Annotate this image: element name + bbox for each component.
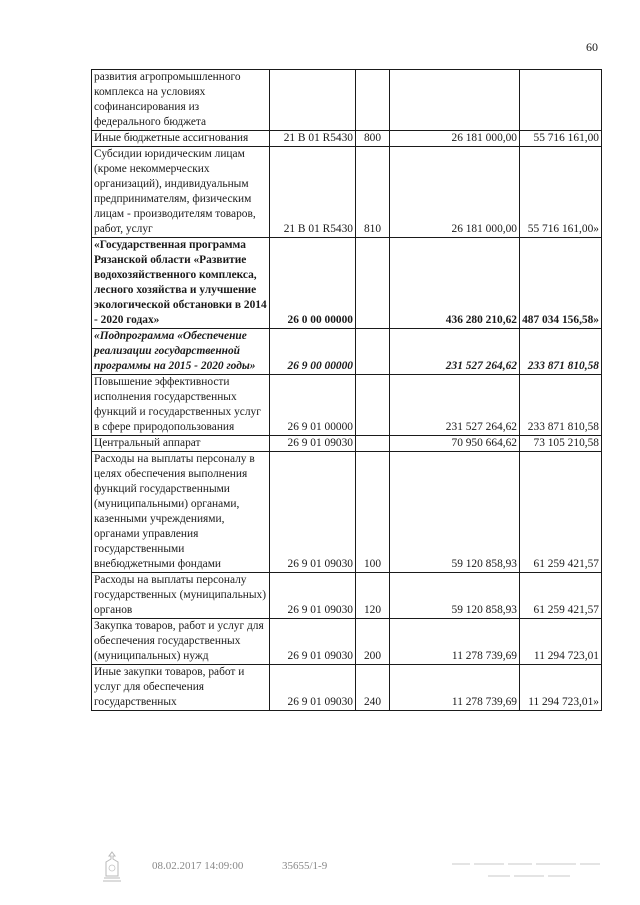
row-name-cell: Расходы на выплаты персоналу государственных (муниципальных) органов [92, 573, 270, 619]
row-name-cell: Иные закупки товаров, работ и услуг для обеспечения государственных [92, 665, 270, 711]
row-name-cell: Повышение эффективности исполнения государственных функций и государственных услуг в сфере природопользования [92, 375, 270, 436]
row-sum-2017-amended-cell: 61 259 421,57 [520, 573, 602, 619]
row-name-cell: развития агропромышленного комплекса на условиях софинансирования из федерального бюджета [92, 70, 270, 131]
footer [0, 856, 640, 896]
row-sum-2017-cell: 59 120 858,93 [390, 452, 520, 573]
row-sum-2017-cell: 231 527 264,62 [390, 375, 520, 436]
row-sum-2017-amended-cell: 11 294 723,01» [520, 665, 602, 711]
row-sum-2017-cell: 70 950 664,62 [390, 436, 520, 452]
row-code-cell: 26 9 01 09030 [270, 452, 356, 573]
table-row [92, 619, 602, 665]
table-row [92, 375, 602, 436]
row-vr-cell: 810 [356, 147, 390, 238]
row-vr-cell [356, 70, 390, 131]
row-sum-2017-cell [390, 70, 520, 131]
row-code-cell: 26 9 01 00000 [270, 375, 356, 436]
row-sum-2017-amended-cell: 233 871 810,58 [520, 329, 602, 375]
row-name-cell: Иные бюджетные ассигнования [92, 131, 270, 147]
table-row [92, 70, 602, 131]
table-row [92, 436, 602, 452]
row-sum-2017-cell: 231 527 264,62 [390, 329, 520, 375]
row-sum-2017-amended-cell [520, 70, 602, 131]
emblem-icon [100, 850, 124, 884]
row-sum-2017-amended-cell: 55 716 161,00» [520, 147, 602, 238]
row-sum-2017-amended-cell: 73 105 210,58 [520, 436, 602, 452]
registry-stamp [448, 856, 608, 884]
row-code-cell: 26 9 01 09030 [270, 665, 356, 711]
row-vr-cell [356, 436, 390, 452]
table-row [92, 147, 602, 238]
row-vr-cell [356, 238, 390, 329]
row-name-cell: Субсидии юридическим лицам (кроме некоммерческих организаций), индивидуальным предпринимателям, физическим лицам - производителям товаров, работ, услуг [92, 147, 270, 238]
row-code-cell: 26 9 00 00000 [270, 329, 356, 375]
row-sum-2017-cell: 11 278 739,69 [390, 619, 520, 665]
row-vr-cell [356, 329, 390, 375]
row-vr-cell [356, 375, 390, 436]
row-sum-2017-amended-cell: 233 871 810,58 [520, 375, 602, 436]
row-vr-cell: 100 [356, 452, 390, 573]
table-row [92, 452, 602, 573]
table-row [92, 573, 602, 619]
row-sum-2017-cell: 11 278 739,69 [390, 665, 520, 711]
row-sum-2017-cell: 436 280 210,62 [390, 238, 520, 329]
table-row [92, 131, 602, 147]
row-name-cell: «Подпрограмма «Обеспечение реализации государственной программы на 2015 - 2020 годы» [92, 329, 270, 375]
page-number: 60 [586, 40, 598, 54]
row-sum-2017-amended-cell: 11 294 723,01 [520, 619, 602, 665]
table-row [92, 238, 602, 329]
row-code-cell: 26 9 01 09030 [270, 619, 356, 665]
row-name-cell: «Государственная программа Рязанской области «Развитие водохозяйственного комплекса, лесного хозяйства и улучшение экологической обстановки в 2014 - 2020 годах» [92, 238, 270, 329]
row-code-cell: 21 В 01 R5430 [270, 147, 356, 238]
row-name-cell: Закупка товаров, работ и услуг для обеспечения государственных (муниципальных) нужд [92, 619, 270, 665]
row-code-cell: 26 9 01 09030 [270, 436, 356, 452]
row-name-cell: Центральный аппарат [92, 436, 270, 452]
row-sum-2017-amended-cell: 55 716 161,00 [520, 131, 602, 147]
row-sum-2017-cell: 26 181 000,00 [390, 147, 520, 238]
row-name-cell: Расходы на выплаты персоналу в целях обеспечения выполнения функций государственными (муниципальными) органами, казенными учреждениями, органами управления государственными внебюджетными фондами [92, 452, 270, 573]
row-code-cell [270, 70, 356, 131]
row-sum-2017-amended-cell: 61 259 421,57 [520, 452, 602, 573]
row-vr-cell: 240 [356, 665, 390, 711]
row-code-cell: 26 9 01 09030 [270, 573, 356, 619]
row-code-cell: 26 0 00 00000 [270, 238, 356, 329]
budget-table [91, 69, 602, 711]
footer-doc-number: 35655/1-9 [282, 860, 328, 872]
row-sum-2017-cell: 59 120 858,93 [390, 573, 520, 619]
table-row [92, 665, 602, 711]
row-vr-cell: 800 [356, 131, 390, 147]
row-vr-cell: 200 [356, 619, 390, 665]
table-row [92, 329, 602, 375]
footer-date: 08.02.2017 14:09:00 [152, 860, 244, 872]
row-vr-cell: 120 [356, 573, 390, 619]
row-sum-2017-cell: 26 181 000,00 [390, 131, 520, 147]
row-sum-2017-amended-cell: 487 034 156,58» [520, 238, 602, 329]
row-code-cell: 21 В 01 R5430 [270, 131, 356, 147]
